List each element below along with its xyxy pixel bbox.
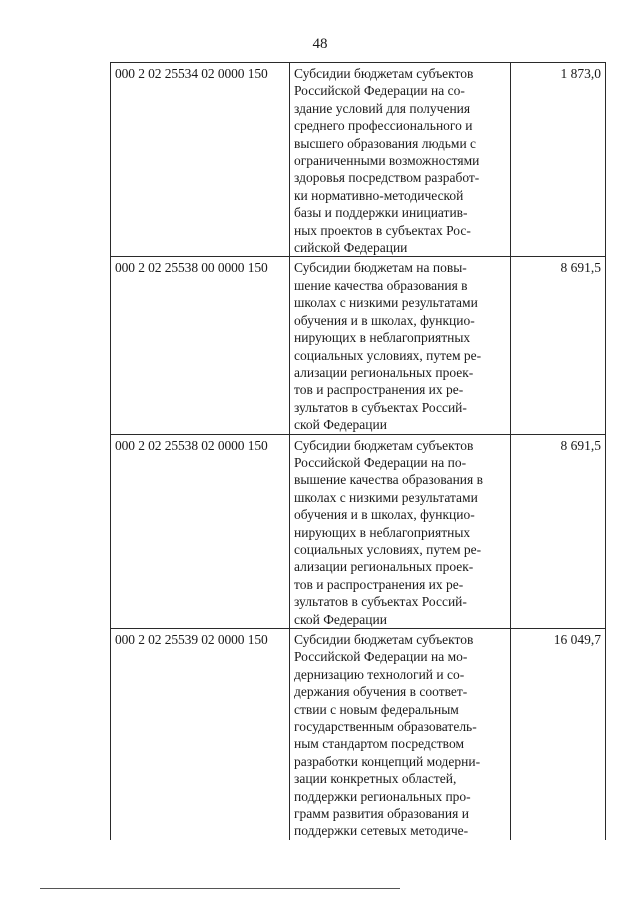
page-number: 48 [312, 36, 328, 52]
row-code: 000 2 02 25538 02 0000 150 [111, 434, 290, 628]
row-description: Субсидии бюджетам на повы- шение качества образования в школах с низкими результатами обучения и в школах, функцио- нирующих в неблагоприятных социальных условиях, путем ре- ализации региональных проек- тов и распространения их ре- зультатов в субъектах Россий- ской Федерации [290, 257, 511, 434]
row-code: 000 2 02 25539 02 0000 150 [111, 629, 290, 840]
row-description: Субсидии бюджетам субъектов Российской Федерации на по- вышение качества образования в школах с низкими результатами обучения и в школах, функцио- нирующих в неблагоприятных социальных условиях, путем ре- ализации региональных проек- тов и распространения их ре- зультатов в субъектах Россий- ской Федерации [290, 434, 511, 628]
row-code: 000 2 02 25534 02 0000 150 [111, 63, 290, 257]
table-row [111, 434, 606, 628]
row-amount: 16 049,7 [511, 629, 606, 840]
table-row [111, 63, 606, 257]
row-amount: 1 873,0 [511, 63, 606, 257]
row-description: Субсидии бюджетам субъектов Российской Федерации на мо- дернизацию технологий и со- держания обучения в соответ- ствии с новым федеральным государственным образователь- ным стандартом посредством разработки концепций модерни- зации конкретных областей, поддержки региональных про- грамм развития образования и поддержки сетевых методиче- [290, 629, 511, 840]
row-code: 000 2 02 25538 00 0000 150 [111, 257, 290, 434]
row-amount: 8 691,5 [511, 257, 606, 434]
table-row [111, 257, 606, 434]
table-row [111, 629, 606, 840]
budget-table [110, 62, 606, 840]
row-description: Субсидии бюджетам субъектов Российской Федерации на со- здание условий для получения среднего профессионального и высшего образования людьми с ограниченными возможностями здоровья посредством разработ- ки нормативно-методической базы и поддержки инициатив- ных проектов в субъектах Рос- сийской Федерации [290, 63, 511, 257]
footer-divider [40, 888, 400, 889]
row-amount: 8 691,5 [511, 434, 606, 628]
